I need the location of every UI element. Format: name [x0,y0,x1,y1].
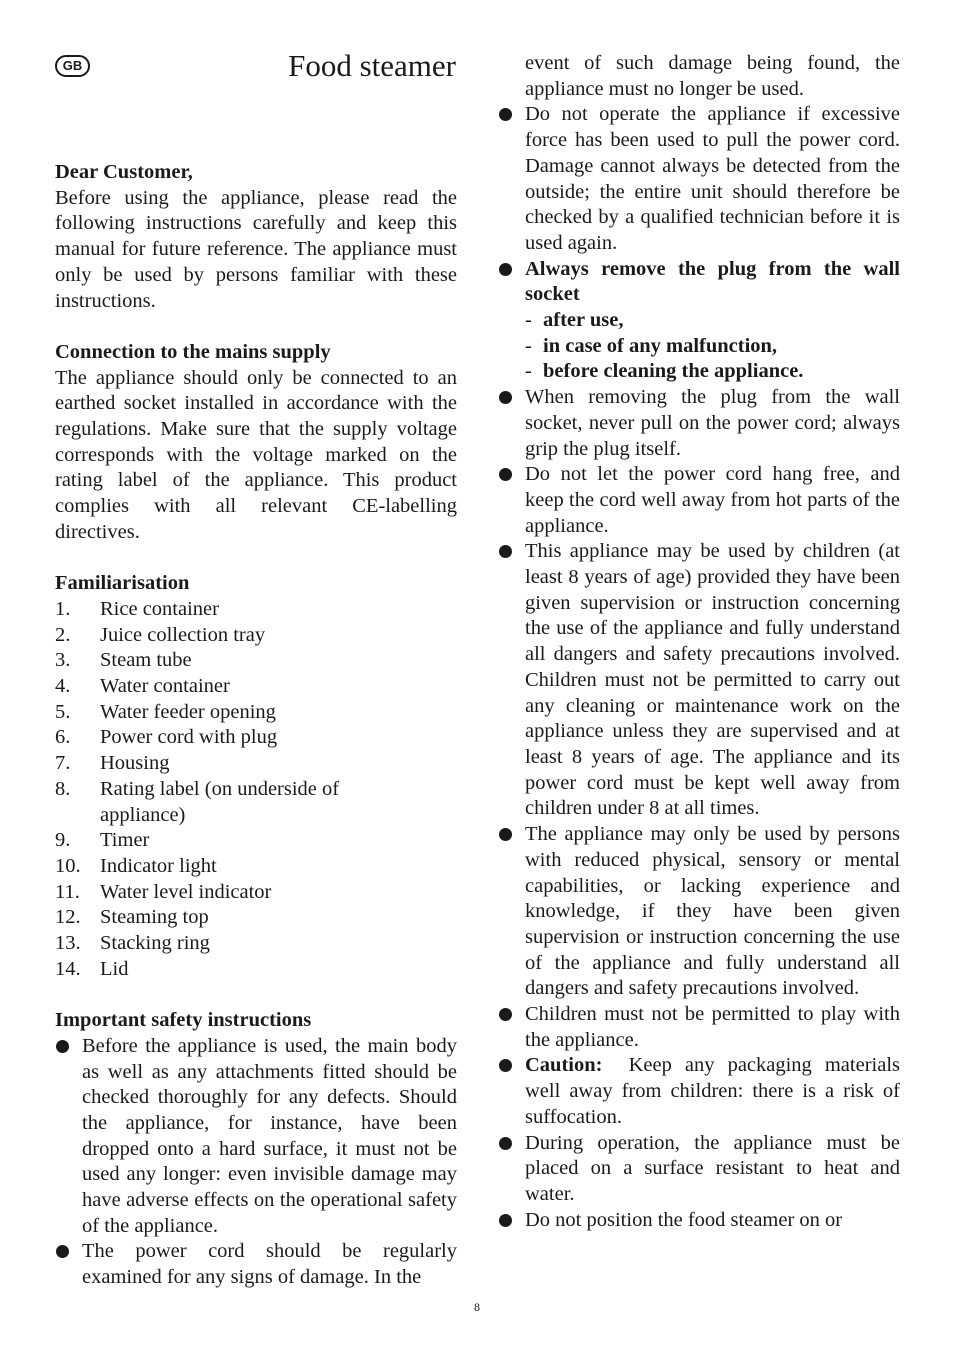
item-number: 12. [55,906,81,929]
list-item [55,957,457,983]
bullet-icon [56,1245,69,1258]
bullet-text: This appliance may be used by children (at least 8 years of age) provided they have been given supervision or instruction concerning the use of the appliance and fully understand all dangers and safety precautions involved. Children must not be permitted to carry out any cleaning or maintenance work on the appliance unless they are supervised and at least 8 years of age. The appliance and its power cord must be kept well away from children under 8 at all times. [525,540,900,820]
dash-marker: - [525,360,532,383]
bullet-text: The appliance may only be used by persons with reduced physical, sensory or mental capabilities, or lacking experience and knowledge, if they have been given supervision or instruction concerning the use of the appliance and fully understand all dangers and safety precautions involved. [525,823,900,1000]
list-item [55,751,457,777]
unplug-sublist [525,308,900,385]
item-number: 14. [55,957,81,980]
bullet-text: During operation, the appliance must be placed on a surface resistant to heat and water. [525,1131,900,1205]
list-item [55,880,457,906]
safety-bullet [55,1239,457,1290]
mains-section [55,340,457,546]
bullet-icon [499,828,512,841]
dash-marker: - [525,334,532,357]
item-text: Lid [100,957,129,980]
item-number: 6. [55,726,71,749]
list-item [55,931,457,957]
item-text: Power cord with plug [100,726,278,749]
item-number: 2. [55,623,71,646]
bullet-icon [499,1137,512,1150]
page-number: 8 [474,1300,480,1314]
list-item [55,648,457,674]
bullet-icon [499,263,512,276]
safety-bullet [498,462,900,539]
safety-list-left [55,1034,457,1291]
safety-bullet [498,1053,900,1130]
list-item [55,854,457,880]
bullet-icon [56,1040,69,1053]
bullet-icon [499,1059,512,1072]
bullet-text: Before the appliance is used, the main body as well as any attachments fitted should be checked thoroughly for any defects. Should the appliance, for instance, have been dropped onto a hard surface, it must not be used any longer: even invisible damage may have adverse effects on the operational safety of the appliance. [82,1034,457,1237]
parts-list [55,597,457,983]
bullet-text: The power cord should be regularly examined for any signs of damage. In the [82,1240,457,1289]
item-number: 11. [55,880,80,903]
sub-item [525,334,900,360]
item-text: Steam tube [100,649,192,672]
item-number: 7. [55,752,71,775]
list-item [55,905,457,931]
sub-item-text: after use, [543,309,624,332]
intro-text: Before using the appliance, please read the following instructions carefully and keep this manual for future reference. The appliance must only be used by persons familiar with these instructions. [55,186,457,312]
item-text: Rice container [100,597,219,620]
sub-item-text: before cleaning the appliance. [543,360,804,383]
bullet-text: When removing the plug from the wall socket, never pull on the power cord; always grip the plug itself. [525,386,900,460]
safety-bullet [498,1208,900,1234]
bullet-icon [499,468,512,481]
left-column [55,160,457,1291]
list-item [55,828,457,854]
right-column [498,51,900,1233]
item-number: 8. [55,777,71,800]
safety-bullet [498,539,900,822]
list-item [55,674,457,700]
safety-bullet [498,1002,900,1053]
list-item [55,725,457,751]
item-number: 9. [55,829,71,852]
item-number: 4. [55,675,71,698]
item-text: Housing [100,752,170,775]
mains-heading: Connection to the mains supply [55,340,331,363]
bullet-text: Children must not be permitted to play with the appliance. [525,1003,900,1051]
bullet-icon [499,1214,512,1227]
bullet-text: Do not position the food steamer on or [525,1208,843,1231]
item-text: Steaming top [100,906,209,929]
item-number: 13. [55,932,81,955]
safety-bullet [498,385,900,462]
sub-item-text: in case of any malfunction, [543,334,778,357]
familiarisation-heading: Familiarisation [55,572,190,595]
list-item [55,597,457,623]
bullet-icon [499,1008,512,1021]
list-item [55,623,457,649]
bullet-icon [499,391,512,404]
safety-bullet [498,1131,900,1208]
item-number: 10. [55,854,81,877]
dash-marker: - [525,309,532,332]
bullet-continuation: event of such damage being found, the appliance must no longer be used. [525,52,900,100]
item-text: Rating label (on underside of appliance) [100,777,340,826]
page-title: Food steamer [288,48,456,83]
sub-item [525,359,900,385]
bullet-text: Do not let the power cord hang free, and keep the cord well away from hot parts of the appliance. [525,463,900,537]
safety-heading: Important safety instructions [55,1009,312,1032]
bullet-icon [499,108,512,121]
item-text: Stacking ring [100,932,210,955]
item-number: 1. [55,597,71,620]
safety-list-right [498,102,900,1233]
language-badge: GB [55,55,90,77]
item-text: Timer [100,829,150,852]
safety-bullet [55,1034,457,1240]
item-number: 5. [55,700,71,723]
mains-text: The appliance should only be connected to an earthed socket installed in accordance with the regulations. Make sure that the supply voltage corresponds with the voltage marked on the rating label of the appliance. This product complies with all relevant CE-labelling directives. [55,366,457,543]
item-text: Indicator light [100,854,217,877]
bullet-text: Keep any packaging materials well away from children: there is a risk of suffocation. [525,1054,900,1128]
bullet-text: Do not operate the appliance if excessive force has been used to pull the power cord. Damage cannot always be detected from the outside; the entire unit should therefore be checked by a qualified technician before it is used again. [525,103,900,254]
item-text: Water level indicator [100,880,272,903]
item-text: Water container [100,675,230,698]
safety-bullet [498,102,900,256]
intro-section [55,160,457,314]
safety-bullet [498,822,900,1002]
safety-bullet [498,257,900,386]
list-item [55,700,457,726]
caution-label: Caution: [525,1054,603,1077]
sub-item [525,308,900,334]
bullet-text: Always remove the plug from the wall socket [525,257,900,306]
bullet-icon [499,545,512,558]
item-text: Water feeder opening [100,700,276,723]
item-text: Juice collection tray [100,623,266,646]
intro-heading: Dear Customer, [55,161,193,183]
list-item [55,777,457,828]
item-number: 3. [55,649,71,672]
